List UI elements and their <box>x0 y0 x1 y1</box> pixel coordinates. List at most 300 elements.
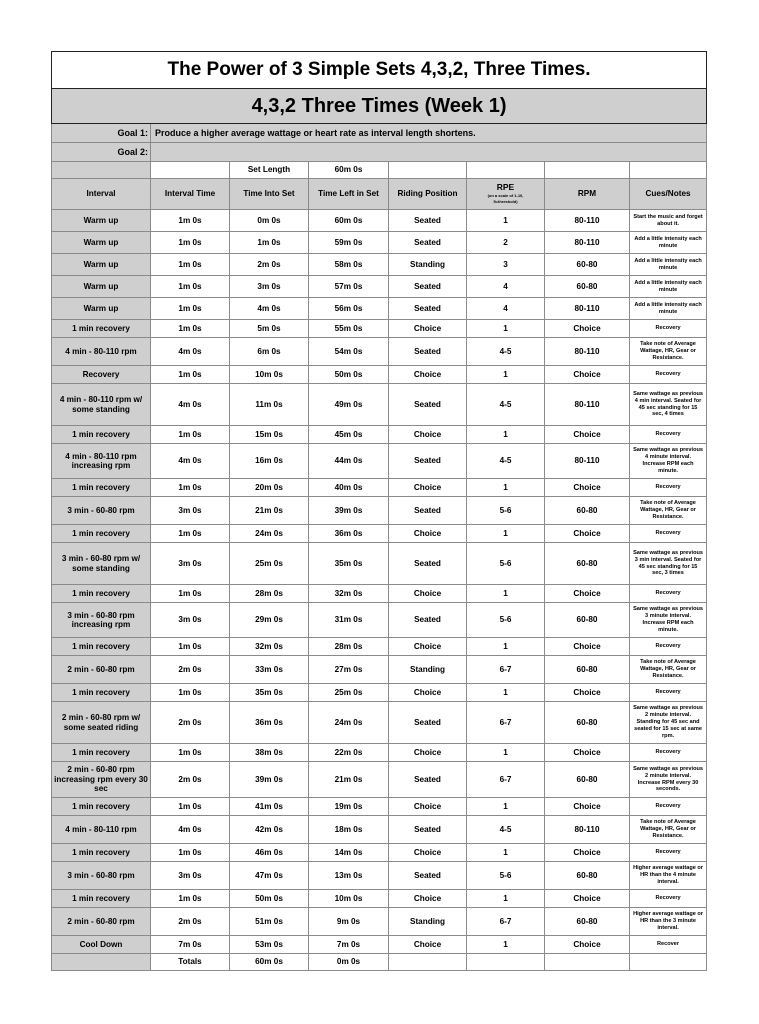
table-row <box>52 744 707 762</box>
rpm-value: 60-80 <box>545 762 630 798</box>
table-row <box>52 543 707 585</box>
header-rpe <box>467 179 545 210</box>
table-row <box>52 525 707 543</box>
rpm-value: 80-110 <box>545 232 630 254</box>
table-row <box>52 479 707 497</box>
time-into-set: 36m 0s <box>230 702 309 744</box>
table-row <box>52 798 707 816</box>
header-rpm: RPM <box>545 179 630 210</box>
interval-name: Warm up <box>52 232 151 254</box>
rpe-value: 4 <box>467 276 545 298</box>
interval-time: 1m 0s <box>151 366 230 384</box>
cues-notes: Add a little intensity each minute <box>630 232 707 254</box>
riding-position: Seated <box>389 338 467 366</box>
time-left-in-set: 39m 0s <box>309 497 389 525</box>
blank-cell <box>630 954 707 971</box>
rpm-value: 60-80 <box>545 908 630 936</box>
time-into-set: 10m 0s <box>230 366 309 384</box>
riding-position: Choice <box>389 684 467 702</box>
set-length-value: 60m 0s <box>309 162 389 179</box>
interval-time: 3m 0s <box>151 603 230 638</box>
rpm-value: Choice <box>545 585 630 603</box>
rpe-value: 6-7 <box>467 908 545 936</box>
interval-time: 1m 0s <box>151 798 230 816</box>
cues-notes: Recovery <box>630 798 707 816</box>
cues-notes: Add a little intensity each minute <box>630 254 707 276</box>
rpm-value: 80-110 <box>545 210 630 232</box>
cues-notes: Recovery <box>630 320 707 338</box>
cues-notes: Recovery <box>630 638 707 656</box>
rpe-value: 5-6 <box>467 497 545 525</box>
table-row <box>52 426 707 444</box>
rpm-value: 60-80 <box>545 543 630 585</box>
table-row <box>52 298 707 320</box>
rpm-value: Choice <box>545 320 630 338</box>
week-title: 4,3,2 Three Times (Week 1) <box>52 89 707 124</box>
riding-position: Seated <box>389 497 467 525</box>
goal-2-text <box>151 143 707 162</box>
rpe-value: 4-5 <box>467 338 545 366</box>
cues-notes: Recovery <box>630 426 707 444</box>
rpe-value: 4-5 <box>467 384 545 426</box>
time-into-set: 47m 0s <box>230 862 309 890</box>
table-row <box>52 603 707 638</box>
interval-name: 1 min recovery <box>52 585 151 603</box>
interval-name: Warm up <box>52 254 151 276</box>
table-row <box>52 366 707 384</box>
interval-time: 2m 0s <box>151 656 230 684</box>
riding-position: Choice <box>389 744 467 762</box>
time-into-set: 39m 0s <box>230 762 309 798</box>
header-time-left: Time Left in Set <box>309 179 389 210</box>
table-row <box>52 338 707 366</box>
header-cues-notes: Cues/Notes <box>630 179 707 210</box>
interval-time: 1m 0s <box>151 210 230 232</box>
time-left-in-set: 14m 0s <box>309 844 389 862</box>
time-left-in-set: 32m 0s <box>309 585 389 603</box>
time-left-in-set: 24m 0s <box>309 702 389 744</box>
rpm-value: 60-80 <box>545 497 630 525</box>
rpe-value: 2 <box>467 232 545 254</box>
rpe-value: 1 <box>467 525 545 543</box>
cues-notes: Take note of Average Wattage, HR, Gear or Resistance. <box>630 338 707 366</box>
table-row <box>52 844 707 862</box>
time-into-set: 1m 0s <box>230 232 309 254</box>
rpe-value: 1 <box>467 479 545 497</box>
header-time-into-set: Time Into Set <box>230 179 309 210</box>
time-left-in-set: 35m 0s <box>309 543 389 585</box>
table-row <box>52 210 707 232</box>
cues-notes: Take note of Average Wattage, HR, Gear or Resistance. <box>630 656 707 684</box>
time-into-set: 24m 0s <box>230 525 309 543</box>
rpm-value: 80-110 <box>545 444 630 479</box>
cues-notes: Recovery <box>630 684 707 702</box>
time-into-set: 6m 0s <box>230 338 309 366</box>
time-into-set: 25m 0s <box>230 543 309 585</box>
cues-notes: Recover <box>630 936 707 954</box>
time-left-in-set: 57m 0s <box>309 276 389 298</box>
riding-position: Seated <box>389 862 467 890</box>
interval-name: 1 min recovery <box>52 744 151 762</box>
rpe-value: 4-5 <box>467 816 545 844</box>
table-row <box>52 862 707 890</box>
time-into-set: 29m 0s <box>230 603 309 638</box>
time-left-in-set: 28m 0s <box>309 638 389 656</box>
cues-notes: Higher average wattage or HR than the 4 minute interval. <box>630 862 707 890</box>
riding-position: Seated <box>389 210 467 232</box>
interval-name: 1 min recovery <box>52 844 151 862</box>
rpe-value: 1 <box>467 684 545 702</box>
rpe-value: 5-6 <box>467 862 545 890</box>
riding-position: Seated <box>389 298 467 320</box>
interval-name: 1 min recovery <box>52 798 151 816</box>
rpe-value: 1 <box>467 638 545 656</box>
interval-time: 1m 0s <box>151 844 230 862</box>
cues-notes: Recovery <box>630 890 707 908</box>
interval-name: 2 min - 60-80 rpm increasing rpm every 30 sec <box>52 762 151 798</box>
time-left-in-set: 19m 0s <box>309 798 389 816</box>
cues-notes: Take note of Average Wattage, HR, Gear or Resistance. <box>630 497 707 525</box>
time-into-set: 21m 0s <box>230 497 309 525</box>
time-into-set: 11m 0s <box>230 384 309 426</box>
totals-label: Totals <box>151 954 230 971</box>
time-left-in-set: 45m 0s <box>309 426 389 444</box>
blank-cell <box>389 954 467 971</box>
rpe-value: 1 <box>467 366 545 384</box>
riding-position: Choice <box>389 366 467 384</box>
time-left-in-set: 7m 0s <box>309 936 389 954</box>
interval-time: 1m 0s <box>151 426 230 444</box>
set-length-label: Set Length <box>230 162 309 179</box>
time-left-in-set: 18m 0s <box>309 816 389 844</box>
blank-cell <box>52 162 151 179</box>
interval-name: 2 min - 60-80 rpm w/ some seated riding <box>52 702 151 744</box>
header-interval: Interval <box>52 179 151 210</box>
interval-name: 3 min - 60-80 rpm <box>52 497 151 525</box>
interval-name: 1 min recovery <box>52 320 151 338</box>
time-left-in-set: 58m 0s <box>309 254 389 276</box>
rpm-value: Choice <box>545 744 630 762</box>
time-into-set: 42m 0s <box>230 816 309 844</box>
table-row <box>52 656 707 684</box>
time-into-set: 33m 0s <box>230 656 309 684</box>
time-into-set: 16m 0s <box>230 444 309 479</box>
table-row <box>52 702 707 744</box>
rpm-value: Choice <box>545 936 630 954</box>
table-row <box>52 232 707 254</box>
interval-time: 4m 0s <box>151 444 230 479</box>
cues-notes: Recovery <box>630 366 707 384</box>
cues-notes: Same wattage as previous 3 minute interval. Increase RPM each minute. <box>630 603 707 638</box>
goal-1-label: Goal 1: <box>52 124 151 143</box>
cues-notes: Same wattage as previous 4 minute interval. Increase RPM each minute. <box>630 444 707 479</box>
interval-time: 4m 0s <box>151 338 230 366</box>
rpm-value: 60-80 <box>545 656 630 684</box>
riding-position: Choice <box>389 585 467 603</box>
rpe-value: 5-6 <box>467 603 545 638</box>
time-left-in-set: 56m 0s <box>309 298 389 320</box>
rpe-value: 1 <box>467 320 545 338</box>
table-row <box>52 384 707 426</box>
interval-name: 3 min - 60-80 rpm <box>52 862 151 890</box>
rpm-value: 60-80 <box>545 702 630 744</box>
rpm-value: Choice <box>545 366 630 384</box>
header-rpe-threshold: 5=threshold) <box>493 198 518 204</box>
riding-position: Seated <box>389 232 467 254</box>
table-row <box>52 276 707 298</box>
rpe-value: 1 <box>467 936 545 954</box>
time-left-in-set: 31m 0s <box>309 603 389 638</box>
rpm-value: 60-80 <box>545 276 630 298</box>
time-left-in-set: 44m 0s <box>309 444 389 479</box>
time-left-in-set: 54m 0s <box>309 338 389 366</box>
table-row <box>52 816 707 844</box>
time-left-in-set: 55m 0s <box>309 320 389 338</box>
rpe-value: 1 <box>467 744 545 762</box>
interval-time: 4m 0s <box>151 816 230 844</box>
interval-name: 3 min - 60-80 rpm w/ some standing <box>52 543 151 585</box>
totals-blank <box>52 954 151 971</box>
time-left-in-set: 22m 0s <box>309 744 389 762</box>
interval-name: 4 min - 80-110 rpm <box>52 338 151 366</box>
time-into-set: 46m 0s <box>230 844 309 862</box>
blank-cell <box>545 162 630 179</box>
rpm-value: 80-110 <box>545 384 630 426</box>
interval-name: 1 min recovery <box>52 638 151 656</box>
rpm-value: Choice <box>545 426 630 444</box>
interval-time: 1m 0s <box>151 320 230 338</box>
interval-name: 1 min recovery <box>52 525 151 543</box>
riding-position: Choice <box>389 798 467 816</box>
interval-time: 1m 0s <box>151 744 230 762</box>
rpe-value: 1 <box>467 844 545 862</box>
time-into-set: 51m 0s <box>230 908 309 936</box>
interval-name: 2 min - 60-80 rpm <box>52 908 151 936</box>
riding-position: Seated <box>389 444 467 479</box>
riding-position: Choice <box>389 936 467 954</box>
interval-name: 3 min - 60-80 rpm increasing rpm <box>52 603 151 638</box>
rpm-value: Choice <box>545 684 630 702</box>
table-row <box>52 890 707 908</box>
blank-cell <box>545 954 630 971</box>
rpe-value: 1 <box>467 798 545 816</box>
interval-time: 2m 0s <box>151 908 230 936</box>
cues-notes: Take note of Average Wattage, HR, Gear or Resistance. <box>630 816 707 844</box>
cues-notes: Recovery <box>630 479 707 497</box>
riding-position: Seated <box>389 762 467 798</box>
rpm-value: 80-110 <box>545 816 630 844</box>
interval-name: 4 min - 80-110 rpm w/ some standing <box>52 384 151 426</box>
interval-time: 7m 0s <box>151 936 230 954</box>
rpe-value: 6-7 <box>467 762 545 798</box>
goal-2-label: Goal 2: <box>52 143 151 162</box>
interval-time: 1m 0s <box>151 525 230 543</box>
page-title: The Power of 3 Simple Sets 4,3,2, Three Times. <box>52 52 707 89</box>
time-into-set: 50m 0s <box>230 890 309 908</box>
interval-name: 1 min recovery <box>52 684 151 702</box>
interval-name: Cool Down <box>52 936 151 954</box>
interval-name: Recovery <box>52 366 151 384</box>
rpe-value: 1 <box>467 210 545 232</box>
blank-cell <box>467 954 545 971</box>
rpm-value: Choice <box>545 525 630 543</box>
rpm-value: 60-80 <box>545 603 630 638</box>
table-row <box>52 908 707 936</box>
riding-position: Seated <box>389 543 467 585</box>
interval-time: 1m 0s <box>151 479 230 497</box>
interval-name: Warm up <box>52 276 151 298</box>
riding-position: Seated <box>389 603 467 638</box>
cues-notes: Recovery <box>630 585 707 603</box>
interval-time: 1m 0s <box>151 232 230 254</box>
rpm-value: 80-110 <box>545 338 630 366</box>
header-rpe-label: RPE <box>496 182 515 193</box>
time-into-set: 3m 0s <box>230 276 309 298</box>
time-into-set: 38m 0s <box>230 744 309 762</box>
blank-cell <box>151 162 230 179</box>
interval-name: 4 min - 80-110 rpm <box>52 816 151 844</box>
table-row <box>52 684 707 702</box>
time-into-set: 20m 0s <box>230 479 309 497</box>
table-row <box>52 254 707 276</box>
rpe-value: 1 <box>467 426 545 444</box>
time-left-in-set: 13m 0s <box>309 862 389 890</box>
time-into-set: 32m 0s <box>230 638 309 656</box>
rpe-value: 5-6 <box>467 543 545 585</box>
cues-notes: Recovery <box>630 844 707 862</box>
riding-position: Choice <box>389 844 467 862</box>
goal-1-text: Produce a higher average wattage or heart rate as interval length shortens. <box>151 124 707 143</box>
riding-position: Standing <box>389 656 467 684</box>
rpm-value: Choice <box>545 798 630 816</box>
time-left-in-set: 50m 0s <box>309 366 389 384</box>
riding-position: Seated <box>389 276 467 298</box>
header-riding-position: Riding Position <box>389 179 467 210</box>
interval-time: 3m 0s <box>151 543 230 585</box>
rpe-value: 3 <box>467 254 545 276</box>
table-row <box>52 497 707 525</box>
totals-time-left: 0m 0s <box>309 954 389 971</box>
riding-position: Choice <box>389 525 467 543</box>
table-row <box>52 638 707 656</box>
cues-notes: Same wattage as previous 2 minute interval. Increase RPM every 30 seconds. <box>630 762 707 798</box>
cues-notes: Same wattage as previous 2 minute interval. Standing for 45 sec and seated for 15 sec at same rpm. <box>630 702 707 744</box>
interval-time: 1m 0s <box>151 585 230 603</box>
time-into-set: 5m 0s <box>230 320 309 338</box>
rpm-value: 60-80 <box>545 254 630 276</box>
interval-name: 2 min - 60-80 rpm <box>52 656 151 684</box>
time-left-in-set: 40m 0s <box>309 479 389 497</box>
cues-notes: Add a little intensity each minute <box>630 276 707 298</box>
time-into-set: 4m 0s <box>230 298 309 320</box>
time-into-set: 2m 0s <box>230 254 309 276</box>
riding-position: Seated <box>389 702 467 744</box>
rpm-value: Choice <box>545 890 630 908</box>
blank-cell <box>389 162 467 179</box>
rpm-value: 80-110 <box>545 298 630 320</box>
rpm-value: Choice <box>545 844 630 862</box>
interval-name: 1 min recovery <box>52 890 151 908</box>
table-row <box>52 936 707 954</box>
interval-time: 1m 0s <box>151 276 230 298</box>
rpe-value: 6-7 <box>467 656 545 684</box>
cues-notes: Add a little intensity each minute <box>630 298 707 320</box>
cues-notes: Start the music and forget about it. <box>630 210 707 232</box>
riding-position: Choice <box>389 479 467 497</box>
time-left-in-set: 10m 0s <box>309 890 389 908</box>
cues-notes: Same wattage as previous 3 min interval. Seated for 45 sec standing for 15 sec, 3 times <box>630 543 707 585</box>
time-into-set: 28m 0s <box>230 585 309 603</box>
riding-position: Seated <box>389 384 467 426</box>
cues-notes: Recovery <box>630 525 707 543</box>
table-row <box>52 320 707 338</box>
rpe-value: 1 <box>467 585 545 603</box>
riding-position: Choice <box>389 320 467 338</box>
riding-position: Seated <box>389 816 467 844</box>
time-left-in-set: 27m 0s <box>309 656 389 684</box>
interval-time: 2m 0s <box>151 762 230 798</box>
time-into-set: 0m 0s <box>230 210 309 232</box>
blank-cell <box>630 162 707 179</box>
interval-time: 1m 0s <box>151 684 230 702</box>
interval-name: Warm up <box>52 210 151 232</box>
rpe-value: 6-7 <box>467 702 545 744</box>
time-into-set: 53m 0s <box>230 936 309 954</box>
interval-time: 3m 0s <box>151 497 230 525</box>
rpm-value: 60-80 <box>545 862 630 890</box>
rpe-value: 4-5 <box>467 444 545 479</box>
riding-position: Choice <box>389 638 467 656</box>
time-into-set: 15m 0s <box>230 426 309 444</box>
rpe-value: 1 <box>467 890 545 908</box>
riding-position: Choice <box>389 890 467 908</box>
cues-notes: Higher average wattage or HR than the 3 minute interval. <box>630 908 707 936</box>
interval-time: 4m 0s <box>151 384 230 426</box>
time-left-in-set: 25m 0s <box>309 684 389 702</box>
interval-time: 1m 0s <box>151 254 230 276</box>
rpm-value: Choice <box>545 479 630 497</box>
workout-sheet <box>51 51 707 971</box>
cues-notes: Same wattage as previous 4 min interval. Seated for 45 sec standing for 15 sec, 4 times <box>630 384 707 426</box>
time-left-in-set: 59m 0s <box>309 232 389 254</box>
cues-notes: Recovery <box>630 744 707 762</box>
header-rpe-scale: (on a scale of 1-10, <box>487 193 524 199</box>
interval-name: 4 min - 80-110 rpm increasing rpm <box>52 444 151 479</box>
interval-name: 1 min recovery <box>52 479 151 497</box>
rpe-value: 4 <box>467 298 545 320</box>
interval-time: 1m 0s <box>151 298 230 320</box>
totals-time-into-set: 60m 0s <box>230 954 309 971</box>
riding-position: Standing <box>389 254 467 276</box>
time-into-set: 35m 0s <box>230 684 309 702</box>
table-row <box>52 585 707 603</box>
interval-time: 1m 0s <box>151 638 230 656</box>
riding-position: Choice <box>389 426 467 444</box>
time-left-in-set: 36m 0s <box>309 525 389 543</box>
time-left-in-set: 21m 0s <box>309 762 389 798</box>
time-left-in-set: 49m 0s <box>309 384 389 426</box>
interval-name: 1 min recovery <box>52 426 151 444</box>
interval-time: 2m 0s <box>151 702 230 744</box>
riding-position: Standing <box>389 908 467 936</box>
time-left-in-set: 9m 0s <box>309 908 389 936</box>
table-row <box>52 762 707 798</box>
interval-time: 1m 0s <box>151 890 230 908</box>
time-into-set: 41m 0s <box>230 798 309 816</box>
time-left-in-set: 60m 0s <box>309 210 389 232</box>
header-interval-time: Interval Time <box>151 179 230 210</box>
blank-cell <box>467 162 545 179</box>
